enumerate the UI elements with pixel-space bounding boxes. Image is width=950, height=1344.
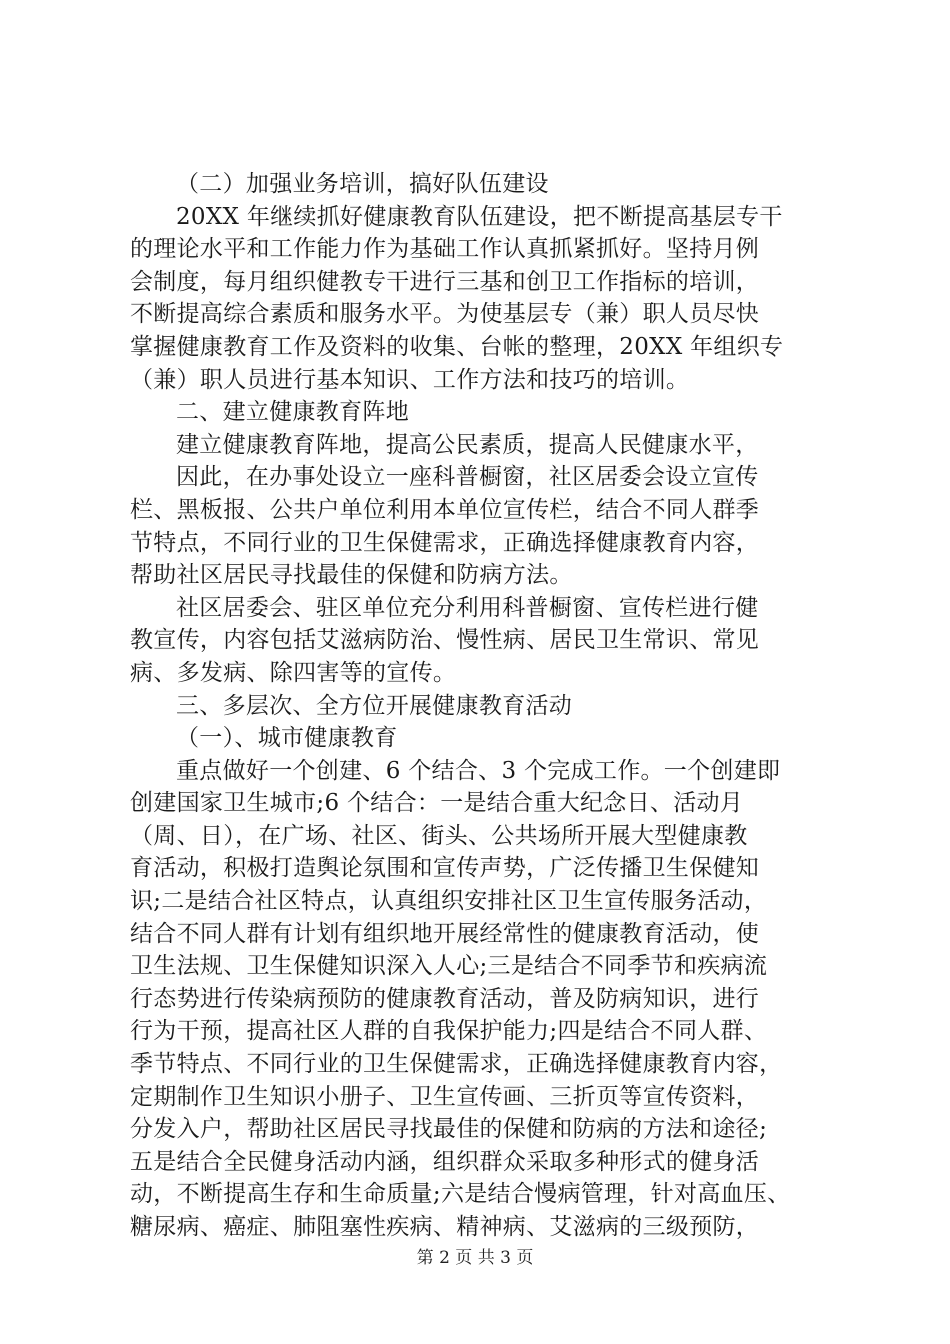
- text-line: 糖尿病、癌症、肺阻塞性疾病、精神病、艾滋病的三级预防，: [130, 1214, 760, 1240]
- text-line: 三、多层次、全方位开展健康教育活动: [176, 692, 573, 719]
- text-line: 卫生法规、卫生保健知识深入人心;三是结合不同季节和疾病流: [130, 953, 768, 980]
- text-line: 建立健康教育阵地，提高公民素质，提高人民健康水平，: [176, 431, 759, 458]
- text-line: 病、多发病、除四害等的宣传。: [130, 659, 457, 686]
- text-line: 会制度，每月组织健教专干进行三基和创卫工作指标的培训，: [130, 268, 760, 295]
- document-body: [130, 168, 830, 1244]
- text-line: 教宣传，内容包括艾滋病防治、慢性病、居民卫生常识、常见: [130, 627, 760, 654]
- text-line: （一）、城市健康教育: [176, 725, 398, 752]
- text-line: 定期制作卫生知识小册子、卫生宣传画、三折页等宣传资料，: [130, 1083, 760, 1110]
- text-line: 分发入户，帮助社区居民寻找最佳的保健和防病的方法和途径;: [130, 1116, 768, 1143]
- text-line: 栏、黑板报、公共户单位利用本单位宣传栏，结合不同人群季: [130, 496, 760, 523]
- text-line: 因此，在办事处设立一座科普橱窗，社区居委会设立宣传: [176, 464, 759, 491]
- text-line: 育活动，积极打造舆论氛围和宣传声势，广泛传播卫生保健知: [130, 855, 760, 882]
- text-line: 五是结合全民健身活动内涵，组织群众采取多种形式的健身活: [130, 1148, 760, 1175]
- text-line: 社区居委会、驻区单位充分利用科普橱窗、宣传栏进行健: [176, 594, 759, 621]
- text-line: 行为干预，提高社区人群的自我保护能力;四是结合不同人群、: [130, 1018, 768, 1045]
- text-line: （周、日），在广场、社区、街头、公共场所开展大型健康教: [130, 822, 748, 849]
- text-line: 识;二是结合社区特点，认真组织安排社区卫生宣传服务活动，: [130, 888, 768, 915]
- text-line: 节特点，不同行业的卫生保健需求，正确选择健康教育内容，: [130, 529, 760, 556]
- page-footer: 第 2 页 共 3 页: [416, 1248, 534, 1268]
- text-line: 帮助社区居民寻找最佳的保健和防病方法。: [130, 562, 573, 589]
- text-line: 重点做好一个创建、6 个结合、3 个完成工作。一个创建即: [176, 757, 781, 784]
- text-line: 的理论水平和工作能力作为基础工作认真抓紧抓好。坚持月例: [130, 236, 760, 263]
- text-line: 行态势进行传染病预防的健康教育活动，普及防病知识，进行: [130, 985, 760, 1012]
- text-line: 动，不断提高生存和生命质量;六是结合慢病管理，针对高血压、: [130, 1181, 791, 1208]
- text-line: 二、建立健康教育阵地: [176, 399, 409, 426]
- text-line: 不断提高综合素质和服务水平。为使基层专（兼）职人员尽快: [130, 301, 760, 328]
- text-line: 结合不同人群有计划有组织地开展经常性的健康教育活动，使: [130, 920, 760, 947]
- text-line: 创建国家卫生城市;6 个结合：一是结合重大纪念日、活动月: [130, 790, 744, 817]
- text-line: 掌握健康教育工作及资料的收集、台帐的整理，20XX 年组织专: [130, 333, 784, 360]
- text-line: 20XX 年继续抓好健康教育队伍建设，把不断提高基层专干: [176, 203, 783, 230]
- text-line: 季节特点、不同行业的卫生保健需求，正确选择健康教育内容，: [130, 1051, 783, 1078]
- text-line: （二）加强业务培训，搞好队伍建设: [176, 171, 549, 197]
- text-line: （兼）职人员进行基本知识、工作方法和技巧的培训。: [130, 366, 690, 393]
